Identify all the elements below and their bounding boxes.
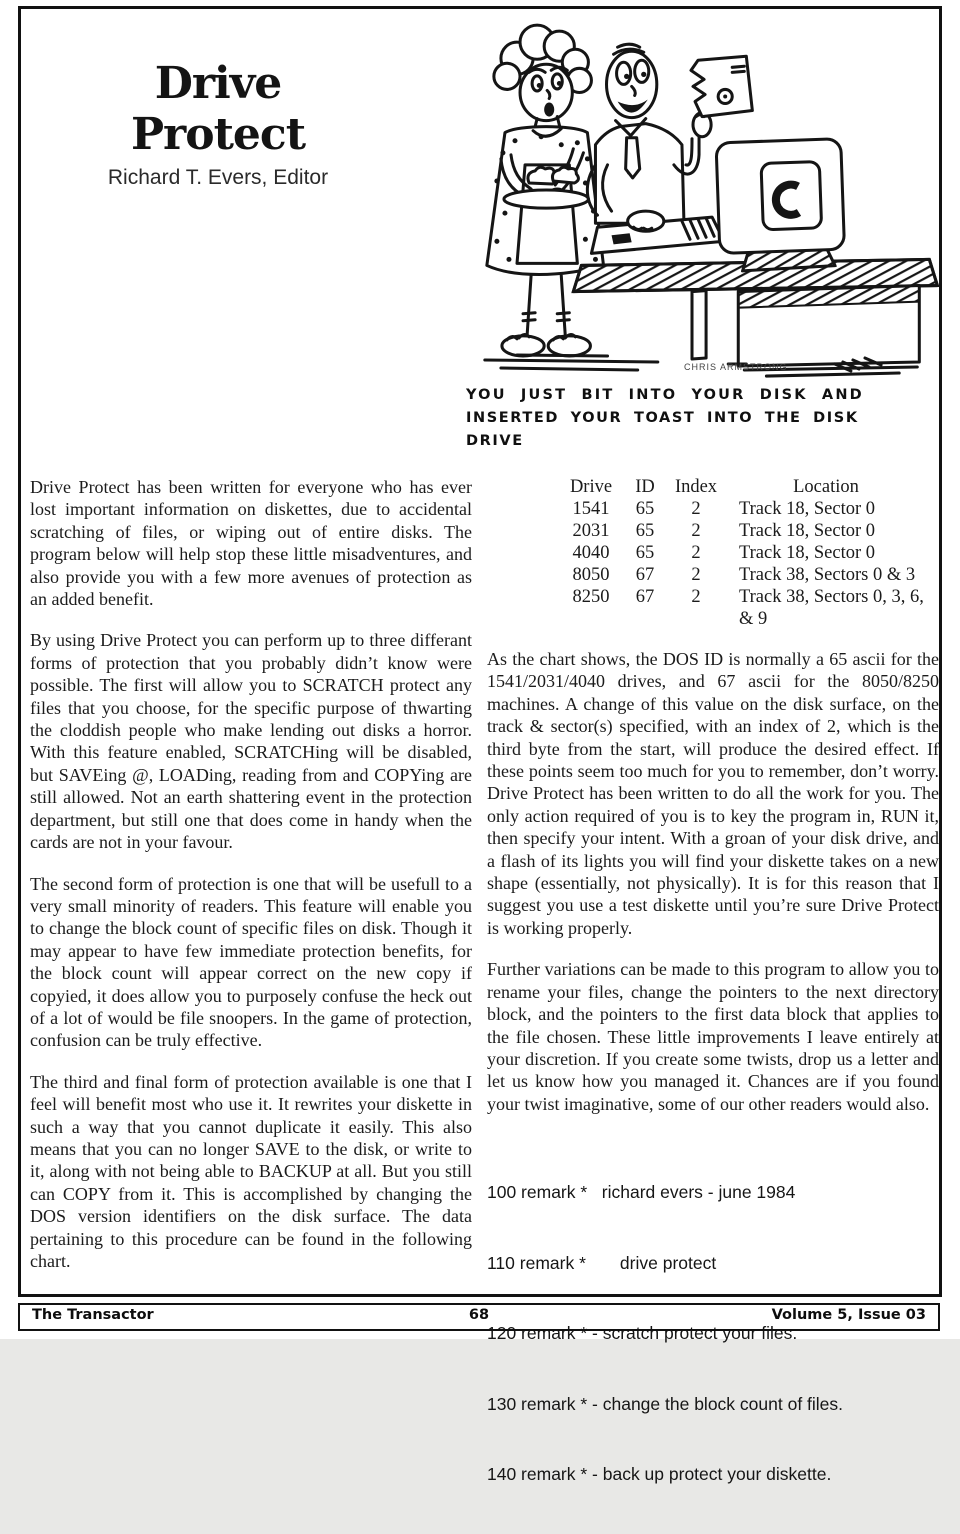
- cartoon-credit: CHRIS ARMSTRONG: [684, 362, 788, 372]
- cell-index: 2: [691, 565, 701, 585]
- right-column: [487, 476, 939, 1534]
- column-header: Index: [674, 477, 718, 497]
- page-footer: [18, 1303, 940, 1331]
- paragraph: The second form of protection is one that will be usefull to a very small minority of readers. This feature will enable you to change the block count of specific files on disk. Though it may appear to have few immediate protection benefits, for the block count will appear correct on the new copy if copyied, it does allow you to purposely confuse the heck out of a lot of would be file snoopers. In the game of protection, confusion can be truly effective.: [30, 873, 472, 1051]
- cell-id: 65: [635, 521, 655, 541]
- cell-index: 2: [691, 587, 701, 607]
- cell-id: 65: [635, 543, 655, 563]
- table-row: [559, 498, 927, 520]
- cell-location: Track 18, Sector 0: [739, 521, 875, 541]
- bitten-floppy-disk: [691, 56, 752, 116]
- cell-drive: 8050: [572, 565, 610, 585]
- cell-index: 2: [691, 499, 701, 519]
- table-row: [559, 542, 927, 564]
- basic-code-listing: [487, 1134, 939, 1534]
- paragraph: Further variations can be made to this program to allow you to rename your files, change the pointers to the next directory block, and the pointers to the first data block that applies to the file chosen. These little improvements I leave entirely at your discretion. If you create some twists, drop us a letter and let us know how you managed it. Chances are if you found your twist imaginative, some of our other readers would also.: [487, 959, 939, 1114]
- paragraph: By using Drive Protect you can perform up to three differant forms of protection that you probably didn’t know were possible. The first will allow you to SCRATCH protect any files that you choose, for the specific purpose of thwarting the cloddish people who make lending out disks a horror. With this feature enabled, SCRATCHing will be disabled, but SAVEing @, LOADing, reading from and COPYing are still allowed. Not an earth shattering event in the protection department, but still one that does come in handy when the cards are not in your favour.: [30, 630, 472, 853]
- page-title: Drive Protect: [130, 58, 306, 160]
- cell-id: 67: [635, 587, 655, 607]
- cell-drive: 2031: [572, 521, 610, 541]
- table-row: [559, 564, 927, 586]
- footer-volume-issue: Volume 5, Issue 03: [771, 1307, 926, 1323]
- cell-drive: 8250: [572, 587, 610, 607]
- column-header: Drive: [569, 477, 613, 497]
- drive-location-table: [559, 476, 927, 630]
- table-header-row: [559, 476, 927, 498]
- code-line: 110 remark * drive protect: [487, 1252, 717, 1273]
- code-line: 140 remark * - back up protect your diskette.: [487, 1464, 832, 1485]
- cell-id: 67: [635, 565, 655, 585]
- cell-drive: 4040: [572, 543, 610, 563]
- table-row: [559, 586, 927, 630]
- paragraph: As the chart shows, the DOS ID is normally a 65 ascii for the 1541/2031/4040 drives, and 67 ascii for the 8050/8250 machines. A change of this value on the disk surface, on the track & sector(s) specified, with an index of 2, which is the third byte from the start, will produce the desired effect. If these points seem too much for you to remember, don’t worry. Drive Protect has been written to do all the work for you. The only action required of you is to key the program in, RUN it, then specify your intent. With a groan of your disk drive, and a flash of its lights you will find your diskette takes on a new shape (essentially, not physically). It is for this reason that I suggest you use a test diskette until you’re sure Drive Protect is working properly.: [487, 649, 939, 938]
- desk: [573, 259, 937, 366]
- code-line: 100 remark * richard evers - june 1984: [487, 1182, 796, 1203]
- footer-page-number: 68: [468, 1307, 490, 1323]
- column-header: ID: [635, 477, 655, 497]
- byline: Richard T. Evers, Editor: [107, 166, 329, 189]
- cartoon-caption-line2: INSERTED YOUR TOAST INTO THE DISK DRIVE: [466, 410, 859, 449]
- code-line: 120 remark * - scratch protect your files.: [487, 1323, 798, 1344]
- left-column: [30, 476, 472, 1291]
- computer-monitor: [716, 139, 845, 272]
- code-line: 130 remark * - change the block count of files.: [487, 1393, 844, 1414]
- cell-index: 2: [691, 521, 701, 541]
- cartoon-caption: [466, 384, 866, 453]
- paragraph: Drive Protect has been written for everyone who has ever lost important information on diskettes, due to accidental scratching of files, or wiping out of entire disks. The program below will help stop these little misadventures, and also provide you with a few more avenues of protection as an added benefit.: [30, 477, 472, 610]
- cell-location: Track 38, Sectors 0 & 3: [739, 565, 916, 585]
- cartoon-illustration: [442, 12, 940, 364]
- paragraph: The third and final form of protection available is one that I feel will benefit most who use it. It rewrites your diskette in such a way that you cannot duplicate it easily. This also means that you can no longer SAVE to the disk, or write to it, along with not being able to BACKUP at all. But you still can COPY from it. This is accomplished by changing the DOS version identifiers on the disk surface. The data pertaining to this procedure can be found in the following chart.: [30, 1071, 472, 1271]
- table-row: [559, 520, 927, 542]
- cell-location: Track 38, Sectors 0, 3, 6, & 9: [739, 587, 924, 629]
- cell-location: Track 18, Sector 0: [739, 499, 875, 519]
- footer-magazine-name: The Transactor: [32, 1307, 154, 1323]
- cell-index: 2: [691, 543, 701, 563]
- article-header: [62, 58, 374, 190]
- cartoon-caption-line1: YOU JUST BIT INTO YOUR DISK AND: [466, 387, 864, 403]
- cell-location: Track 18, Sector 0: [739, 543, 875, 563]
- column-header: Location: [793, 477, 859, 497]
- cell-drive: 1541: [572, 499, 610, 519]
- cell-id: 65: [635, 499, 655, 519]
